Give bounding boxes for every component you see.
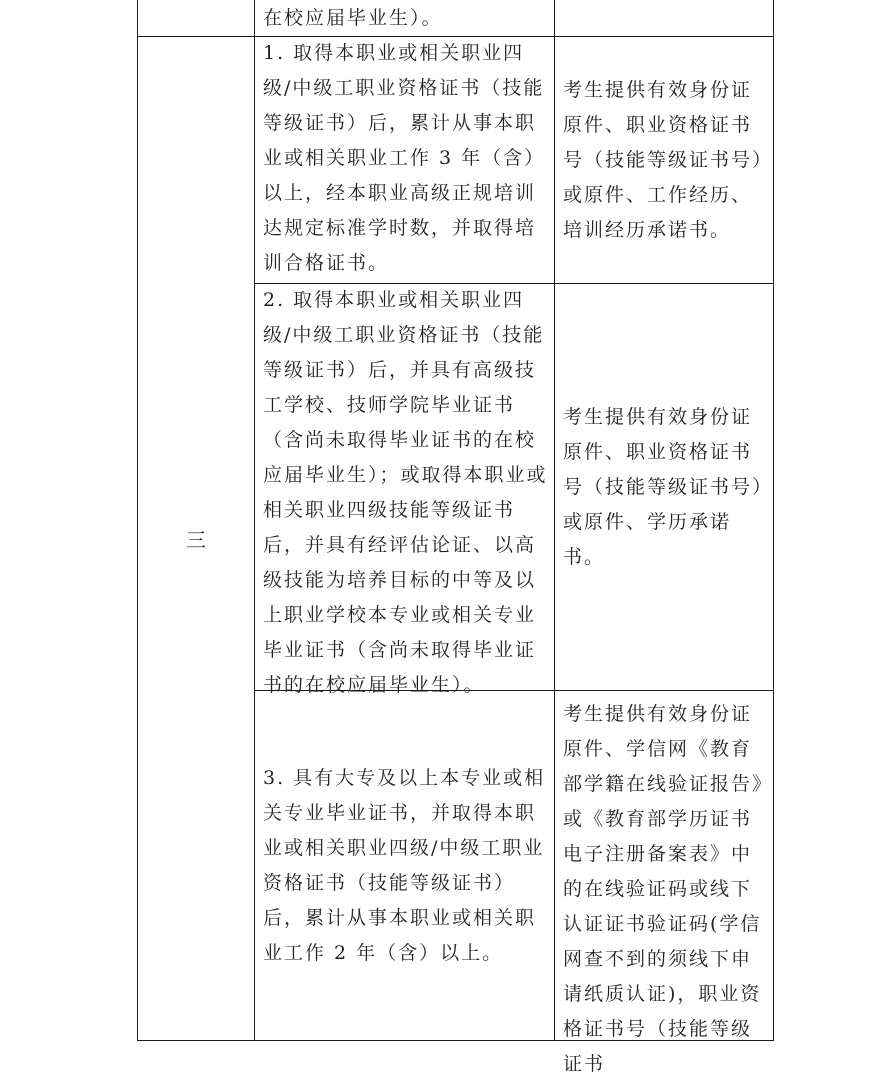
row-1-materials xyxy=(563,37,770,283)
row-3-materials: 考生提供有效身份证原件、学信网《教育部学籍在线验证报告》或《教育部学历证书电子注册备案表》中的在线验证码或线下认证证书验证码(学信网查不到的须线下申请纸质认证)，职业资格证书号（技能等级证书 xyxy=(563,703,764,1075)
row-2-condition: 2. 取得本职业或相关职业四级/中级工职业资格证书（技能等级证书）后，并具有高级技工学校、技师学院毕业证书（含尚未取得毕业证书的在校应届毕业生）；或取得本职业或相关职业四级技能等级证书后，并具有经评估论证、以高级技能为培养目标的中等及以上职业学校本专业或相关专业毕业证书（含尚未取得毕业证书的在校应届毕业生）。 xyxy=(263,289,548,696)
top-row-condition: 在校应届毕业生）。 xyxy=(263,7,443,29)
row-3-condition xyxy=(263,691,551,1040)
row-2-materials-text: 考生提供有效身份证原件、职业资格证书号（技能等级证书号）或原件、学历承诺书。 xyxy=(563,405,764,568)
column-divider-2 xyxy=(554,0,555,1041)
row-2-materials xyxy=(563,284,770,690)
row-3-condition-text: 3. 具有大专及以上本专业或相关专业毕业证书，并取得本职业或相关职业四级/中级工职业资格证书（技能等级证书）后，累计从事本职业或相关职业工作 2 年（含）以上。 xyxy=(263,766,546,964)
level-label: 三 xyxy=(186,528,206,552)
table-border-right xyxy=(773,0,774,1041)
row-1-materials-text: 考生提供有效身份证原件、职业资格证书号（技能等级证书号）或原件、工作经历、培训经历承诺书。 xyxy=(563,78,764,241)
column-divider-1 xyxy=(254,0,255,1041)
row-1-condition: 1. 取得本职业或相关职业四级/中级工职业资格证书（技能等级证书）后，累计从事本职业或相关职业工作 3 年（含）以上，经本职业高级正规培训达规定标准学时数，并取得培训合格证书。 xyxy=(263,42,546,274)
